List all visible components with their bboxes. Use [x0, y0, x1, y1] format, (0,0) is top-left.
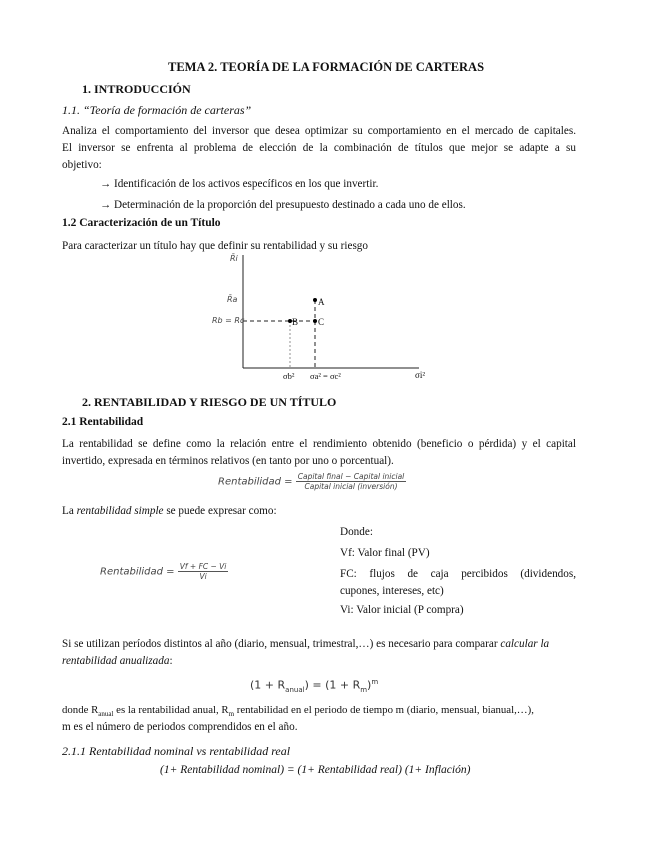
formula-fisher: (1+ Rentabilidad nominal) = (1+ Rentabilidad real) (1+ Inflación) [160, 764, 471, 776]
formula-2-denominator: Vi [199, 572, 207, 581]
y-axis-label: R̄i [230, 254, 238, 263]
point-b-label: B [292, 317, 299, 327]
formula-1-fraction [296, 472, 407, 491]
formula-1-lhs: Rentabilidad = [218, 476, 293, 488]
rentabilidad-para-line-2: invertido, expresada en términos relativos (en tanto por uno o porcentual). [62, 455, 394, 467]
section-1-heading: 1. INTRODUCCIÓN [82, 82, 191, 96]
section-1-2-heading: 1.2 Caracterización de un Título [62, 217, 221, 229]
formula-rentabilidad-simple [100, 562, 228, 581]
intro-para-line-2: El inversor se enfrenta al problema de elección de la combinación de títulos que mejor se adapte a su [62, 142, 576, 154]
vi-definition: Vi: Valor inicial (P compra) [340, 604, 464, 616]
intro-para-line-1: Analiza el comportamiento del inversor que desea optimizar su comportamiento en el mercado de capitales. [62, 125, 576, 137]
formula-anualizada: $(1 + R_{anual}) = (1 + R_m)^m$ [250, 678, 379, 694]
intro-para-line-3: objetivo: [62, 159, 102, 171]
section-2-heading: 2. RENTABILIDAD Y RIESGO DE UN TÍTULO [82, 395, 337, 409]
formula-1-denominator: Capital inicial (inversión) [304, 482, 398, 491]
formula-1-numerator: Capital final − Capital inicial [297, 472, 405, 481]
point-a [313, 298, 317, 302]
formula-2-lhs: Rentabilidad = [100, 566, 175, 578]
tick-sigma-b: σb² [283, 371, 295, 381]
rb-rc-label: Rb = Rc [212, 316, 245, 325]
donde-label: Donde: [340, 526, 373, 538]
section-1-1-heading: 1.1. “Teoría de formación de carteras” [62, 103, 252, 117]
section-2-1-heading: 2.1 Rentabilidad [62, 416, 144, 428]
document-title: TEMA 2. TEORÍA DE LA FORMACIÓN DE CARTERAS [168, 60, 485, 74]
formula-rentabilidad [218, 472, 406, 491]
point-c-label: C [318, 317, 325, 327]
section-1-2-para: Para caracterizar un título hay que definir su rentabilidad y su riesgo [62, 240, 368, 252]
simple-intro-line: La rentabilidad simple se puede expresar como: [62, 505, 277, 517]
donde-para-line-2: m es el número de periodos comprendidos en el año. [62, 721, 298, 733]
bullet-identificacion: → Identificación de los activos específicos en los que invertir. [100, 178, 379, 190]
tick-sigma-a-c: σa² = σc² [310, 371, 341, 381]
simple-emphasis: rentabilidad simple [76, 505, 164, 517]
rentabilidad-para-line-1: La rentabilidad se define como la relación entre el rendimiento obtenido (beneficio o pérdida) y el capital [62, 438, 576, 450]
x-axis-label: σi² [415, 370, 426, 380]
bullet-determinacion: → Determinación de la proporción del presupuesto destinado a cada uno de ellos. [100, 199, 466, 211]
anualizada-emphasis-2: rentabilidad anualizada [62, 655, 170, 667]
fc-definition-line-2: cupones, intereses, etc) [340, 585, 444, 597]
vf-definition: Vf: Valor final (PV) [340, 547, 430, 559]
ra-label: R̄a [227, 295, 238, 304]
point-a-label: A [318, 297, 325, 307]
anualizada-para-line-1: Si se utilizan períodos distintos al año (diario, mensual, trimestral,…) es necesario para comparar calcular la [62, 638, 550, 650]
formula-2-numerator: Vf + FC − Vi [179, 562, 227, 571]
section-2-1-1-heading: 2.1.1 Rentabilidad nominal vs rentabilidad real [62, 744, 291, 758]
point-c [313, 319, 317, 323]
formula-2-fraction [178, 562, 229, 581]
anualizada-emphasis-1: calcular la [500, 638, 550, 650]
fc-definition-line-1: FC: flujos de caja percibidos (dividendos, [340, 568, 576, 580]
donde-para-line-1: donde $R_{anual}$ es la rentabilidad anual, $R_m$ rentabilidad en el periodo de tiempo m (diario, mensual, bianual,…), [62, 704, 534, 719]
anualizada-para-line-2: rentabilidad anualizada: [62, 655, 173, 667]
